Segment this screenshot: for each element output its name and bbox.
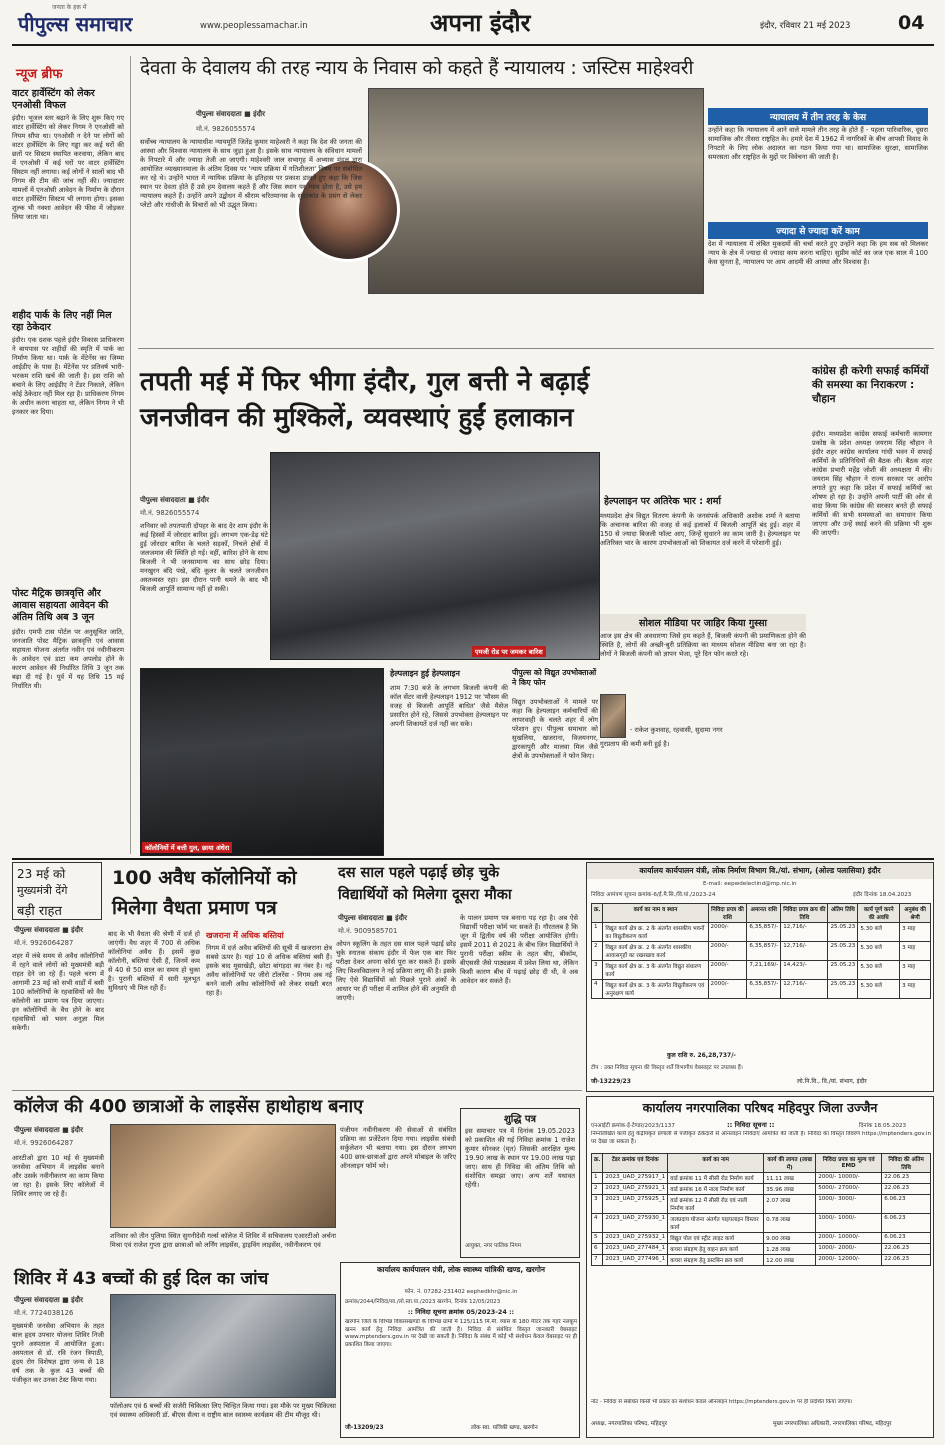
table-row xyxy=(592,942,931,961)
ad2-cell: 7 xyxy=(592,1255,603,1266)
ad-mahidpur xyxy=(586,1096,934,1438)
lead-side1-title: न्यायालय में तीन तरह के केस xyxy=(708,108,928,125)
ad2-cell: कचरा संग्रहण हेतु डस्टबिन क्रय कार्य xyxy=(668,1255,764,1266)
ad2-subtitle: :: निविदा सूचना :: xyxy=(727,1121,775,1129)
ad2-note: नोट - निविदा से संबंधित किसी भी प्रकार का संशोधन केवल ऑनलाइन https://mptenders.gov.in पर ही प्रदर्शित किया जाएगा। xyxy=(591,1399,853,1405)
lead-audience-photo xyxy=(368,88,704,294)
ad2-sign-right: मुख्य नगरपालिका अधिकारी, नगरपालिका परिषद, महिदपुर xyxy=(773,1421,892,1427)
ad1-cell: 6,35,857/- xyxy=(747,980,781,999)
ad2-th: कार्य का नाम xyxy=(668,1154,764,1173)
busy-body: शाम 7:30 बजे के लगभग बिजली कंपनी की कॉल सेंटर वाली हेल्पलाइन 1912 पर 'मौसम की वजह से बिजली आपूर्ति बाधित' जैसे मैसेज प्रसारित होने रहे, जिससे उपभोक्ता हेल्पलाइन पर अपनी शिकायतें दर्ज नहीं कर सके। xyxy=(390,684,508,728)
ad1-table xyxy=(591,903,931,999)
ad2-cell: 6.06.23 xyxy=(882,1195,931,1214)
dateline: इंदौर, रविवार 21 मई 2023 xyxy=(760,21,851,31)
ad2-table-wrap xyxy=(591,1153,931,1266)
ad2-cell: 2023_UAD_275917_1 xyxy=(603,1173,668,1184)
busy-title: हेल्पलाइन हुई हेल्पलाइन xyxy=(390,669,460,678)
colonies-body-2: बाद के भी वैधता की श्रेणी में दर्ज हो जाएंगी। वैध शहर में 700 से अधिक कॉलोनियां अवैध हैं। इसमें कुछ कॉलोनी, बस्तियां ऐसी हैं, जिनमें कम से 40 से 50 साल का समय हो चुका है। पुरानी बस्तियों में सारी मूलभूत सुविधाएं भी मिल रही हैं। xyxy=(108,930,200,992)
brief-head-1: वाटर हार्वेस्टिंग को लेकर एनओसी विफल xyxy=(12,88,95,111)
ad2-cell: कचरा संग्रहण हेतु वाहन क्रय कार्य xyxy=(668,1244,764,1255)
ad1-cell: 1 xyxy=(592,923,603,942)
brief-body-3: इंदौर। एमपी टास पोर्टल पर अनुसूचित जाति, जनजाति पोस्ट मैट्रिक छात्रवृत्ति एवं आवास सहायता योजना अंतर्गत नवीन एवं नवीनीकरण के आवेदन एवं डाटा कम अपलोड होने के कारण आवेदन की निर्धारित तिथि 3 जून तक बढ़ा दी गई है। पूर्व में यह तिथि 15 मई निर्धारित थी। xyxy=(12,628,124,690)
ad1-th: अनुबंध की श्रेणी xyxy=(900,904,931,923)
table-row xyxy=(592,1244,931,1255)
dropout-body: ओपन स्कूलिंग के तहत दस साल पहले पढ़ाई छोड़ चुके स्नातक संकाय इंदौर में फेल एक बार फिर परीक्षा देकर अपना कोर्स पूरा कर सकते हैं। इसके लिए विश्वविद्यालय ने नई प्रक्रिया लागू की है। इसके लिए ऐसे विद्यार्थियों को पिछले पुराने अंकों के आधार पर ही परीक्षा में शामिल होने की अनुमति दी जाएगी। xyxy=(336,940,456,1002)
ad1-code: जी-13229/23 xyxy=(591,1078,631,1085)
dark-colony-photo xyxy=(140,668,384,856)
ad1-cell: 25.05.23 xyxy=(828,961,858,980)
ad-phe-khargone xyxy=(340,1262,580,1438)
ad1-cell: 2000/- xyxy=(708,923,747,942)
ad2-cell: 12.00 लाख xyxy=(764,1255,816,1266)
ad1-cell: 3 माह xyxy=(900,942,931,961)
rain-headline-2: जनजीवन की मुश्किलें, व्यवस्थाएं हुईं हलाकान xyxy=(140,403,574,433)
ad2-th: निविदा प्रपत्र का मूल्य एवं EMD xyxy=(816,1154,882,1173)
section-rule xyxy=(12,858,934,860)
correction-box xyxy=(460,1108,580,1258)
ad1-cell: 4 xyxy=(592,980,603,999)
lead-rule xyxy=(138,348,934,349)
cm-badge-line1: 23 मई को xyxy=(17,867,66,881)
ad1-cell: 5.30 बजे xyxy=(858,980,900,999)
ad2-cell: 2023_UAD_275921_1 xyxy=(603,1184,668,1195)
ad1-note: टीप : उक्त निविदा सूचना की विस्तृत शर्तें विभागीय वेबसाइट पर उपलब्ध हैं। xyxy=(591,1065,743,1071)
ad2-cell: 2023_UAD_277496_1 xyxy=(603,1255,668,1266)
college-event-photo xyxy=(110,1124,336,1228)
cm-badge-line3: बड़ी राहत xyxy=(17,904,62,919)
khajrana-title: खजराना में अधिक बस्तियां xyxy=(206,931,284,940)
ad1-cell: 12,716/- xyxy=(781,942,828,961)
ad2-intro: निम्नलिखित कार्य हेतु केंद्रीयकृत प्रणाली से पंजीकृत ठेकेदारों से ऑनलाइन निविदाएं आमंत्रित की जाती हैं। निविदा का विस्तृत विवरण https://mptenders.gov.in पर देखा जा सकता है। xyxy=(591,1131,931,1145)
ad1-th: अंतिम तिथि xyxy=(828,904,858,923)
ad2-cell: 22.06.23 xyxy=(882,1244,931,1255)
ad2-cell: 5 xyxy=(592,1233,603,1244)
dark-photo-caption: कॉलोनियों में बत्ती गुल, छाया अंधेरा xyxy=(142,842,232,853)
ad1-cell: 3 माह xyxy=(900,923,931,942)
table-row xyxy=(592,1173,931,1184)
table-row xyxy=(592,1184,931,1195)
column-divider xyxy=(130,56,131,854)
rain-street-photo xyxy=(270,452,600,660)
people-body: विद्युत उपभोक्ताओं ने मामले पर कहा कि हेल्पलाइन कर्मचारियों की लापरवाही के चलते शहर में लोग परेशान हुए। पीपुल्स समाचार को सुखलिया, खजराना, विजयनगर, द्वारकापुरी और मालवा मिल जैसे क्षेत्रों के उपभोक्ताओं ने फोन किए। xyxy=(512,698,598,760)
ad1-th: निविदा प्रपत्र की राशि xyxy=(708,904,747,923)
table-row xyxy=(592,1233,931,1244)
ad2-cell: जलप्रदाय योजना अंतर्गत पाइपलाइन विस्तार कार्य xyxy=(668,1214,764,1233)
ad2-cell: 3 xyxy=(592,1195,603,1214)
ad2-th: टेंडर क्रमांक एवं दिनांक xyxy=(603,1154,668,1173)
ad2-cell: 1000/- 2000/- xyxy=(816,1244,882,1255)
masthead-tagline: जनता के हक़ में xyxy=(52,4,87,11)
ad1-cell: 5.30 बजे xyxy=(858,961,900,980)
ad3-body: खरगोन जिले के विभिन्न विकासखण्डों के विभिन्न ग्रामों में 125/115 मि.मी. व्यास के 180 मीटर तक गहरे नलकूप खनन कार्य हेतु निविदा आमंत्रित की जाती है। निविदा से संबंधित विस्तृत जानकारी वेबसाइट www.mptenders.gov.in पर देखी जा सकती है। निविदा के संबंध में कोई भी संशोधन केवल वेबसाइट पर ही प्रकाशित किया जाएगा। xyxy=(345,1319,577,1348)
ad2-cell: 6.06.23 xyxy=(882,1233,931,1244)
ad1-cell: 6,35,857/- xyxy=(747,942,781,961)
ad2-cell: 6 xyxy=(592,1244,603,1255)
dropout-body-2: के पालन प्रमाण पत्र बनाना पड़ रहा है। अब ऐसे विद्यार्थी परीक्षा फॉर्म भर सकते हैं। गौरतलब है कि जून में द्वितीय वर्ष की परीक्षा आयोजित होगी। इसमें 2011 से 2021 के बीच जिन विद्यार्थियों ने पुरानी परीक्षा स्कीम के तहत बीए, बीकॉम, बीएससी जैसे पाठ्यक्रम में प्रवेश लिया था, लेकिन किसी कारण बीच में पढ़ाई छोड़ दी थी, वे अब आवेदन कर सकते हैं। xyxy=(460,914,578,985)
ad2-cell: 2023_UAD_277484_1 xyxy=(603,1244,668,1255)
ad1-cell: 3 माह xyxy=(900,980,931,999)
correction-sign: आयुक्त, नगर पालिक निगम xyxy=(465,1243,522,1249)
rain-byline: पीपुल्स संवाददाता ■ इंदौर xyxy=(140,496,209,504)
colonies-body-1: शहर में लंबे समय से अवैध कॉलोनियों में रहने वाले लोगों को मुख्यमंत्री बड़ी राहत देने जा रहे हैं। पहले चरण में आगामी 23 मई को सभी वार्डों में बसी 100 कॉलोनियों के रहवासियों को वैध कॉलोनी का प्रमाण पत्र दिया जाएगा। इन कॉलोनियों के वैध होने के बाद रहवासियों को भवन अनुज्ञा मिल सकेगी। xyxy=(12,952,104,1032)
colonies-headline-1: 100 अवैध कॉलोनियों को xyxy=(112,867,297,889)
dropout-byline: पीपुल्स संवाददाता ■ इंदौर xyxy=(338,914,407,922)
ad3-title: कार्यालय कार्यपालन यंत्री, लोक स्वास्थ्य यांत्रिकी खण्ड, खरगोन xyxy=(376,1265,545,1274)
masthead-rule xyxy=(12,44,934,46)
ad1-th: कार्य पूर्ण करने की अवधि xyxy=(858,904,900,923)
masthead xyxy=(0,0,945,44)
ad1-cell: 12,716/- xyxy=(781,923,828,942)
ad1-email: E-mail: eepwdelectind@mp.nic.in xyxy=(703,881,797,887)
social-title: सोशल मीडिया पर जाहिर किया गुस्सा xyxy=(600,614,806,631)
ad1-ref: निविदा आमंत्रण सूचना क्रमांक-6/ई.मै.सि./वि.यां./2023-24 xyxy=(591,892,716,898)
lead-side2-title: ज्यादा से ज्यादा करें काम xyxy=(708,222,928,239)
ad2-cell: वार्ड क्रमांक 12 में सीसी रोड एवं नाली निर्माण कार्य xyxy=(668,1195,764,1214)
brief-title: न्यूज ब्रीफ xyxy=(16,67,63,82)
ad2-sign-left: अध्यक्ष, नगरपालिका परिषद, महिदपुर xyxy=(591,1421,667,1427)
ad1-cell: 14,423/- xyxy=(781,961,828,980)
ad2-title: कार्यालय नगरपालिका परिषद महिदपुर जिला उज्जैन xyxy=(642,1100,878,1115)
ad3-subtitle: :: निविदा सूचना क्रमांक 05/2023-24 :: xyxy=(407,1308,515,1316)
rain-headline-1: तपती मई में फिर भीगा इंदौर, गुल बत्ती ने बढ़ाई xyxy=(140,367,590,397)
camp-byline: पीपुल्स संवाददाता ■ इंदौर xyxy=(14,1296,83,1304)
camp-body-2: फॉलोअप एवं 6 बच्चों की सर्जरी चिकित्सा लिए चिन्हित किया गया। इस मौके पर मुख्य चिकित्सा एवं स्वास्थ्य अधिकारी डॉ. बीएस सैत्या व राष्ट्रीय बाल स्वास्थ्य कार्यक्रम की टीम मौजूद थी। xyxy=(110,1402,336,1419)
ad2-cell: 1.28 लाख xyxy=(764,1244,816,1255)
correction-body: इस समाचार पत्र में दिनांक 19.05.2023 को प्रकाशित की गई निविदा क्रमांक 1 राजेश कुमार सोनकर (मृत) जिसकी आरक्षित मूल्य 19.90 लाख के स्थान पर 19.00 लाख पढ़ा जाए। साथ ही निविदा की अंतिम तिथि को संशोधित समझा जाए। अन्य शर्तें यथावत रहेंगी। xyxy=(465,1127,575,1189)
table-row xyxy=(592,1214,931,1233)
ad1-cell: 12,716/- xyxy=(781,980,828,999)
ad1-title: कार्यालय कार्यपालन यंत्री, लोक निर्माण विभाग वि./यां. संभाग, (ओल्ड पलासिया) इंदौर xyxy=(587,863,933,879)
ad2-th: कार्य की लागत (लाख में) xyxy=(764,1154,816,1173)
ad1-cell: 25.05.23 xyxy=(828,923,858,942)
social-body: आज इस क्षेत्र की अवधारणा जिसे हम कहते हैं, बिजली कंपनी की प्रमाणिकता होने की स्थिति है, लोगों की अच्छी-बुरी प्रतिक्रिया का माध्यम सोशल मीडिया बना जा रहा है। लोगों ने बिजली कंपनी को ज्ञापन भेजा, पूरे दिन फोन करते रहे। xyxy=(600,632,806,658)
camp-body: मुख्यमंत्री जनसेवा अभियान के तहत बाल हृदय उपचार योजना शिविर निजी पुराने अस्पताल में आयोजित हुआ। अस्पताल से डॉ. रवि रंजन त्रिपाठी, हृदय रोग विशेषज्ञ द्वारा जन्म से 18 वर्ष तक के कुल 43 बच्चों की पंजीकृत कर उनका टेस्ट किया गया। xyxy=(12,1322,104,1384)
ad1-cell: 3 माह xyxy=(900,961,931,980)
ad2-cell: 0.78 लाख xyxy=(764,1214,816,1233)
ad2-ref: एनआईटी क्रमांक-ई-टेण्डर/2023/1137 xyxy=(591,1123,675,1129)
lead-side1-body: उन्होंने कहा कि न्यायालय में आने वाले मामले तीन तरह के होते हैं - पहला पारिवारिक, दूसरा सामाजिक और तीसरा राष्ट्रहित के। हमारे देश में 1962 में नागरिकों के बीच आपसी विवाद के निपटारे के लिए लोक अदालत का गठन किया गया था। सामाजिक सुरक्षा, सामाजिक समरसता और राष्ट्रहित के मुद्दों पर विवेचना की जाती है। xyxy=(708,126,928,161)
ad2-th: निविदा की अंतिम तिथि xyxy=(882,1154,931,1173)
ad2-cell: 2000/- 10000/- xyxy=(816,1233,882,1244)
ad2-table xyxy=(591,1153,931,1266)
ad1-cell: विद्युत कार्य क्षेत्र क्र. 3 के अंतर्गत विद्युतीकरण एवं अनुरक्षण कार्य xyxy=(603,980,708,999)
ad2-cell: 6.06.23 xyxy=(882,1214,931,1233)
ad1-th: कार्य का नाम व स्थान xyxy=(603,904,708,923)
ad1-table-wrap xyxy=(591,903,931,999)
ad2-cell: 22.06.23 xyxy=(882,1173,931,1184)
ad1-th: अमानत राशि xyxy=(747,904,781,923)
ad3-phone: फोन. नं. 07282-231402 eephedkhr@nic.in xyxy=(404,1289,518,1295)
ad2-cell: 2.07 लाख xyxy=(764,1195,816,1214)
college-headline: कॉलेज की 400 छात्राओं के लाइसेंस हाथोहाथ बनाए xyxy=(14,1096,364,1117)
cm-badge-line2: मुख्यमंत्री देंगे xyxy=(17,884,68,897)
dropout-headline-2: विद्यार्थियों को मिलेगा दूसरा मौका xyxy=(338,887,512,903)
camp-photo xyxy=(110,1294,336,1398)
khajrana-body: निगम में दर्ज अवैध बस्तियों की सूची में खजराना क्षेत्र सबसे ऊपर है। यहां 10 से अधिक बस्तियां बसी हैं। इसके बाद मूसाखेड़ी, छोटा बांगड़दा का नंबर है। नई अवैध कॉलोनियों पर जीरो टॉलरेंस - निगम अब नई बनने वाली अवैध कॉलोनियों को लेकर सख्ती बरत रहा है। xyxy=(206,944,332,997)
rain-body: शनिवार को तपतपाती दोपहर के बाद देर शाम इंदौर के कई हिस्सों में जोरदार बारिश हुई। लगभग एक-डेढ़ घंटे हुई जोरदार बारिश के चलते सड़कों, निचले क्षेत्रों में जलजमाव की स्थिति हो गई। वहीं, बारिश होने के साथ बिजली ने भी जनसामान्य का साथ छोड़ दिया। मनखुरन बंदि पंखे, बंदि कूलर के चलते जनजीवन अस्तव्यस्त रहा। इस दौरान पानी थमने के बाद भी बिजली आपूर्ति सामान्य नहीं हो सकी। xyxy=(140,522,268,593)
ad1-cell: 2 xyxy=(592,942,603,961)
ad1-cell: 5.30 बजे xyxy=(858,923,900,942)
cm-badge xyxy=(12,862,102,920)
brief-head-2: शहीद पार्क के लिए नहीं मिल रहा ठेकेदार xyxy=(12,310,112,333)
website-link[interactable]: www.peoplessamachar.in xyxy=(200,21,308,31)
ad1-total: कुल राशि रु. 26,28,737/- xyxy=(667,1052,736,1059)
ad2-cell: 35.96 लाख xyxy=(764,1184,816,1195)
dropout-mobile: मो.नं. 9009585701 xyxy=(338,927,398,935)
ad2-cell: 2000/- 12000/- xyxy=(816,1255,882,1266)
college-body-3: पंजीयन नवीनीकरण की सेवाओं से संबंधित प्रक्रिया का प्रजेंटेशन दिया गया। लाइसेंस संबंधी सर्कुलेशन भी बताया गया। इस दौरान लगभग 400 छात्र-छात्राओं द्वारा अपने मोबाइल के जरिए ऑनलाइन फॉर्म भरे। xyxy=(340,1126,456,1170)
ad1-cell: विद्युत कार्य क्षेत्र क्र. 3 के अंतर्गत विद्युत संधारण कार्य xyxy=(603,961,708,980)
ad1-th: क्र. xyxy=(592,904,603,923)
ad3-code: जी-13209/23 xyxy=(345,1425,384,1431)
ad2-cell: 1000/- 1000/- xyxy=(816,1214,882,1233)
ad1-cell: 2000/- xyxy=(708,980,747,999)
ad1-cell: विद्युत कार्य क्षेत्र क्र. 2 के अंतर्गत शासकीय भवनों का विद्युतीकरण कार्य xyxy=(603,923,708,942)
ad2-cell: विद्युत पोल एवं स्ट्रीट लाइट कार्य xyxy=(668,1233,764,1244)
resident-caption: गुरप्रताप की कमी बनी हुई है। xyxy=(600,740,670,748)
helpline-body: मध्यप्रदेश क्षेत्र विद्युत वितरण कंपनी के जनसंपर्क अधिकारी अशोक शर्मा ने बताया कि अचानक बारिश की वजह से कई इलाकों में बिजली आपूर्ति बंद हुई। शहर में 150 से ज्यादा बिजली फॉल्ट आए, जिन्हें सुधारने का काम जारी है। हेल्पलाइन पर अतिरिक्त भार के कारण उपभोक्ताओं को शिकायत दर्ज करने में परेशानी हुई। xyxy=(600,512,800,547)
college-body-2: शनिवार को तीन पुलिया स्थित सुगनीदेवी गर्ल्स कॉलेज में शिविर में सचिवालय एआरटीओ अर्चना मिश्रा एवं राजेश गुप्ता द्वारा छात्राओं को लर्निंग लाइसेंस, ड्राइविंग लाइसेंस, नवीनीकरण एवं xyxy=(110,1232,336,1249)
ad1-date: इंदौर दिनांक 18.04.2023 xyxy=(853,892,912,898)
ad2-cell: 11.11 लाख xyxy=(764,1173,816,1184)
ad-pwd-indore xyxy=(586,862,934,1092)
table-row xyxy=(592,923,931,942)
ad1-cell: 5.30 बजे xyxy=(858,942,900,961)
ad1-cell: 7,21,169/- xyxy=(747,961,781,980)
news-brief-column xyxy=(12,52,126,850)
table-row xyxy=(592,961,931,980)
ad2-date: दिनांक 18.05.2023 xyxy=(859,1123,907,1129)
ad2-cell: 5000/- 27000/- xyxy=(816,1184,882,1195)
resident-quote: - राकेश कुशवाह, रहवासी, सुदामा नगर xyxy=(630,726,723,734)
brief-head-3: पोस्ट मैट्रिक छात्रवृत्ति और आवास सहायता आवेदन की अंतिम तिथि अब 3 जून xyxy=(12,588,109,623)
helpline-title: हेल्पलाइन पर अतिरेक भार : शर्मा xyxy=(604,496,721,507)
ad1-cell: 2000/- xyxy=(708,942,747,961)
ad2-cell: 1 xyxy=(592,1173,603,1184)
correction-title: शुद्धि पत्र xyxy=(503,1114,537,1125)
lead-side2-body: देश में न्यायालय में लंबित मुकदमों की चर्चा करते हुए उन्होंने कहा कि हम सब को मिलकर न्याय के क्षेत्र में ज्यादा से ज्यादा काम करना चाहिए। सुप्रीम कोर्ट का जज एक साल में 100 केस सुनता है, न्यायालय पर आम आदमी की आस्था और विश्वास है। xyxy=(708,240,928,266)
mid-rule xyxy=(12,1090,582,1091)
lead-mobile: मो.नं. 9826055574 xyxy=(196,125,256,133)
rain-mobile: मो.नं. 9826055574 xyxy=(140,509,200,517)
ad2-cell: 2023_UAD_275932_1 xyxy=(603,1233,668,1244)
lead-byline: पीपुल्स संवाददाता ■ इंदौर xyxy=(196,110,265,118)
brief-body-1: इंदौर। भूजल स्तर बढ़ाने के लिए शुरू किए गए वाटर हार्वेस्टिंग को लेकर निगम ने एनओसी को नियम सौंपा था। एनओसी न देने पर लोगों को वाटर हार्वेस्टिंग के लिए गड्ढा कर कई घरों की छतों पर सिस्टम स्थापित करवाया, लेकिन बाद में एनओसी में कई घरों पर वाटर हार्वेस्टिंग सिस्टम नहीं लगाया। कई लोगों ने सालों बाद भी निगम की टीम की जांच नहीं की। ज्यादातर मामलों में एनओसी आवेदन के निर्माण के दौरान वाटर हार्वेस्टिंग सिस्टम भी लगाना होगा। इसका शुल्क भी नक्शा आवेदन की फीस में जोड़कर लिया जाता था। xyxy=(12,114,124,221)
college-body: आरटीओ द्वारा 10 मई से मुख्यमंत्री जनसेवा अभियान में लाइसेंस बनाने और उसके नवीनीकरण का काम किया जा रहा है। इसके लिए कॉलेजों में शिविर लगाए जा रहे हैं। xyxy=(12,1154,104,1198)
ad1-sign: लो.नि.वि., वि./यां. संभाग, इंदौर xyxy=(797,1078,867,1085)
ad2-cell: 1000/- 3000/- xyxy=(816,1195,882,1214)
ad2-cell: 2000/- 10000/- xyxy=(816,1173,882,1184)
colonies-headline-2: मिलेगा वैधता प्रमाण पत्र xyxy=(112,897,277,919)
camp-headline: शिविर में 43 बच्चों की हुई दिल का जांच xyxy=(14,1269,269,1289)
brief-body-2: इंदौर। एक दशक पहले इंदौर विकास प्राधिकरण ने बायपास पर शहीदों की स्मृति में पार्क का निर्माण किया था। पार्क के मेंटेनेंस का जिम्मा आईडीए के पास है। मेंटेनेंस पर प्रतिवर्ष भारी-भरकम राशि खर्च की जाती है। इस राशि को बचाने के लिए आईडीए ने टेंडर निकाले, लेकिन कोई ठेकेदार नहीं मिल रहा है। प्राधिकरण निगम के अधीन करना चाहता था, लेकिन निगम ने भी इनकार कर दिया। xyxy=(12,336,124,416)
ad2-cell: वार्ड क्रमांक 11 में सीसी रोड निर्माण कार्य xyxy=(668,1173,764,1184)
table-row xyxy=(592,1255,931,1266)
ad2-cell: 9.00 लाख xyxy=(764,1233,816,1244)
masthead-logo: पीपुल्स समाचार xyxy=(18,12,133,36)
colonies-mobile: मो.नं. 9926064287 xyxy=(14,939,74,947)
ad2-cell: वार्ड क्रमांक 16 में नाला निर्माण कार्य xyxy=(668,1184,764,1195)
ad3-sign: लोक स्वा. यांत्रिकी खण्ड, खरगोन xyxy=(471,1425,538,1431)
page-number: 04 xyxy=(898,12,925,34)
camp-mobile: मो.नं. 7724038126 xyxy=(14,1309,74,1317)
ad1-cell: विद्युत कार्य क्षेत्र क्र. 2 के अंतर्गत शासकीय आवासगृहों का रखरखाव कार्य xyxy=(603,942,708,961)
section-title: अपना इंदौर xyxy=(430,9,531,37)
ad1-cell: 2000/- xyxy=(708,961,747,980)
college-byline: पीपुल्स संवाददाता ■ इंदौर xyxy=(14,1126,83,1134)
dropout-headline-1: दस साल पहले पढ़ाई छोड़ चुके xyxy=(338,865,500,881)
ad1-th: निविदा प्रपत्र क्रय की तिथि xyxy=(781,904,828,923)
ad2-th: क्र. xyxy=(592,1154,603,1173)
ad2-cell: 2023_UAD_275925_1 xyxy=(603,1195,668,1214)
lead-body: सर्वोच्च न्यायालय के न्यायाधीश न्यायमूर्ति जितेंद्र कुमार माहेश्वरी ने कहा कि देश की जनता की आस्था और विश्वास न्यायालय के साथ जुड़ा हुआ है। इसके साथ न्यायालय के संविधान मामलों के निपटारे में और ज्यादा तेजी आ जाएगी। माहेश्वरी जाल सभागृह में अभ्यास मंडल द्वारा आयोजित व्याख्यानमाला के अंतिम दिवस पर 'न्याय प्रक्रिया में गतिशीलता' विषय पर संबोधित कर रहे थे। उन्होंने भारत में न्यायिक प्रक्रिया के इतिहास पर प्रकाश डालते हुए कहा कि जिस स्थान पर देवता होते हैं उसे हम देवालय कहते हैं और जिस स्थान पर न्याय होता है, उसे हम न्यायालय कहते हैं। उन्होंने अपने उद्बोधन में श्रीराम चरितमानस के सुंदरकांड के प्रसंग से लेकर प्लेटो और गांधीजी के विचारों को भी उद्धृत किया। xyxy=(140,138,362,209)
ad3-ref: क्रमांक/2044/निविदा/सा./लो.स्वा.या./2023 खरगोन, दिनांक 12/05/2023 xyxy=(345,1299,501,1305)
congress-headline: कांग्रेस ही करेगी सफाई कर्मियों की समस्या का निराकरण : चौहान xyxy=(812,365,929,405)
table-row xyxy=(592,1195,931,1214)
ad2-cell: 4 xyxy=(592,1214,603,1233)
congress-body: इंदौर। मध्यप्रदेश कांग्रेस सफाई कर्मचारी कामगार प्रकोष्ठ के प्रदेश अध्यक्ष जयराम सिंह चौहान ने इंदौर शहर कांग्रेस कार्यालय गांधी भवन में सफाई कर्मियों के प्रतिनिधियों की बैठक ली। बैठक शहर कांग्रेस प्रभारी महेंद्र जोशी की अध्यक्षता में की। जयराम सिंह चौहान ने राज्य सरकार पर आरोप लगाते हुए कहा कि प्रदेश में सफाई कर्मियों का शोषण हो रहा है। उन्होंने अपनी पार्टी की ओर से वादा किया कि कांग्रेस की सरकार बनते ही सफाई कर्मियों की सभी समस्याओं का समाधान किया जाएगा और उन्हें स्थाई करने की प्रक्रिया भी शुरू की जाएगी। xyxy=(812,430,932,537)
ad2-cell: 2 xyxy=(592,1184,603,1195)
people-title: पीपुल्स को विद्युत उपभोक्ताओं ने किए फोन xyxy=(512,668,597,687)
ad2-cell: 22.06.23 xyxy=(882,1184,931,1195)
ad1-cell: 6,35,857/- xyxy=(747,923,781,942)
lead-headline: देवता के देवालय की तरह न्याय के निवास को कहते हैं न्यायालय : जस्टिस माहेश्वरी xyxy=(140,57,694,79)
college-mobile: मो.नं. 9926064287 xyxy=(14,1139,74,1147)
colonies-byline: पीपुल्स संवाददाता ■ इंदौर xyxy=(14,926,83,934)
ad1-cell: 3 xyxy=(592,961,603,980)
resident-photo xyxy=(600,694,626,738)
ad1-cell: 25.05.23 xyxy=(828,980,858,999)
ad1-cell: 25.05.23 xyxy=(828,942,858,961)
ad2-cell: 2023_UAD_275930_1 xyxy=(603,1214,668,1233)
table-row xyxy=(592,980,931,999)
rain-photo-caption: एमजी रोड पर जमकर बारिश xyxy=(472,646,546,657)
ad2-cell: 22.06.23 xyxy=(882,1255,931,1266)
